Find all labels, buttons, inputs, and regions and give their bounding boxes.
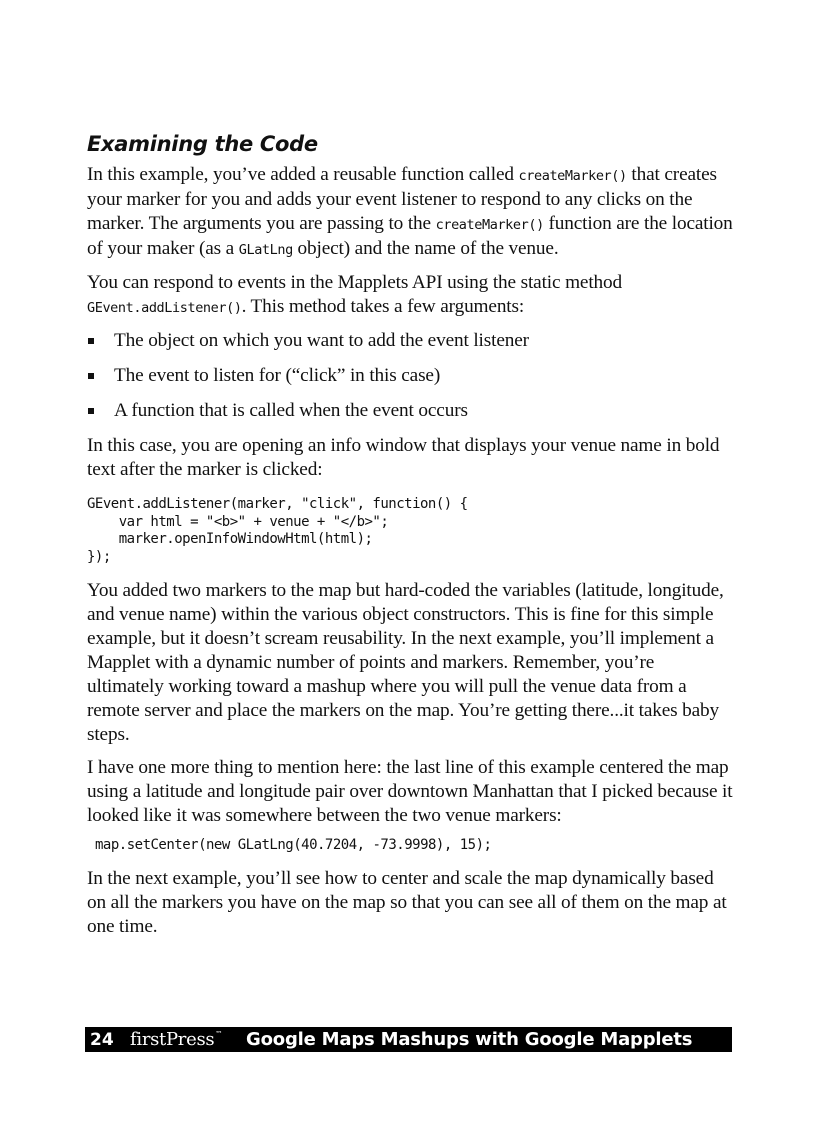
square-bullet-icon: [88, 338, 94, 344]
inline-code-glatlng: GLatLng: [238, 242, 293, 258]
paragraph-1-text-1: In this example, you’ve added a reusable function called: [87, 164, 519, 185]
inline-code-create-marker-2: createMarker(): [435, 217, 544, 233]
paragraph-6: In the next example, you’ll see how to center and scale the map dynamically based on all the markers you have on the map so that you can see all of them on the map at one time.: [87, 867, 727, 937]
paragraph-4: You added two markers to the map but hard-coded the variables (latitude, longitude, and venue name) within the various object constructors. This is fine for this simple example, but it doesn’t scream reusability. In the next example, you’ll implement a Mapplet with a dynamic number of points and markers. Remember, you’re ultimately working toward a mashup where you will pull the venue data from a remote server and place the markers on the map. You’re getting there...it takes baby steps.: [87, 580, 724, 745]
bullet-item-text: The object on which you want to add the event listener: [114, 330, 529, 351]
paragraph-1-text-2: that creates your marker for you and adds your event listener to respond to any clicks on the marker. The arguments you are passing to the: [87, 164, 717, 234]
paragraph-2-text-1: You can respond to events in the Mapplets API using the static method: [87, 272, 623, 293]
page-number: 24: [90, 1029, 114, 1050]
square-bullet-icon: [88, 408, 94, 414]
code-block-add-listener: GEvent.addListener(marker, "click", function() { var html = "<b>" + venue + "</b>"; marker.openInfoWindowHtml(html); });: [87, 496, 468, 565]
paragraph-3: In this case, you are opening an info window that displays your venue name in bold text after the marker is clicked:: [87, 435, 720, 480]
bullet-item: [87, 364, 735, 388]
trademark-symbol: ™: [215, 1030, 223, 1038]
bullet-item-text: A function that is called when the event occurs: [114, 400, 468, 421]
publisher-name: firstPress: [130, 1029, 215, 1050]
bullet-list: [87, 329, 735, 423]
page-content: [87, 132, 735, 948]
paragraph-2-text-2: . This method takes a few arguments:: [241, 296, 525, 317]
paragraph-1-text-3: function are the location of your maker (as a: [87, 213, 733, 259]
paragraph-1-text-4: object) and the name of the venue.: [292, 238, 559, 259]
bullet-item-text: The event to listen for (“click” in this case): [114, 365, 441, 386]
publisher-logo: [130, 1029, 222, 1050]
bullet-item: [87, 399, 735, 423]
bullet-item: [87, 329, 735, 353]
inline-code-add-listener: GEvent.addListener(): [87, 300, 242, 316]
paragraph-1: [87, 163, 735, 262]
page-footer: [85, 1027, 732, 1052]
code-block-set-center: map.setCenter(new GLatLng(40.7204, -73.9998), 15);: [95, 837, 492, 853]
paragraph-2: [87, 271, 735, 320]
paragraph-5: I have one more thing to mention here: the last line of this example centered the map using a latitude and longitude pair over downtown Manhattan that I picked because it looked like it was somewhere between the two venue markers:: [87, 757, 733, 826]
inline-code-create-marker: createMarker(): [518, 168, 627, 184]
square-bullet-icon: [88, 373, 94, 379]
section-heading: Examining the Code: [87, 132, 318, 156]
book-title: Google Maps Mashups with Google Mapplets: [246, 1029, 693, 1050]
